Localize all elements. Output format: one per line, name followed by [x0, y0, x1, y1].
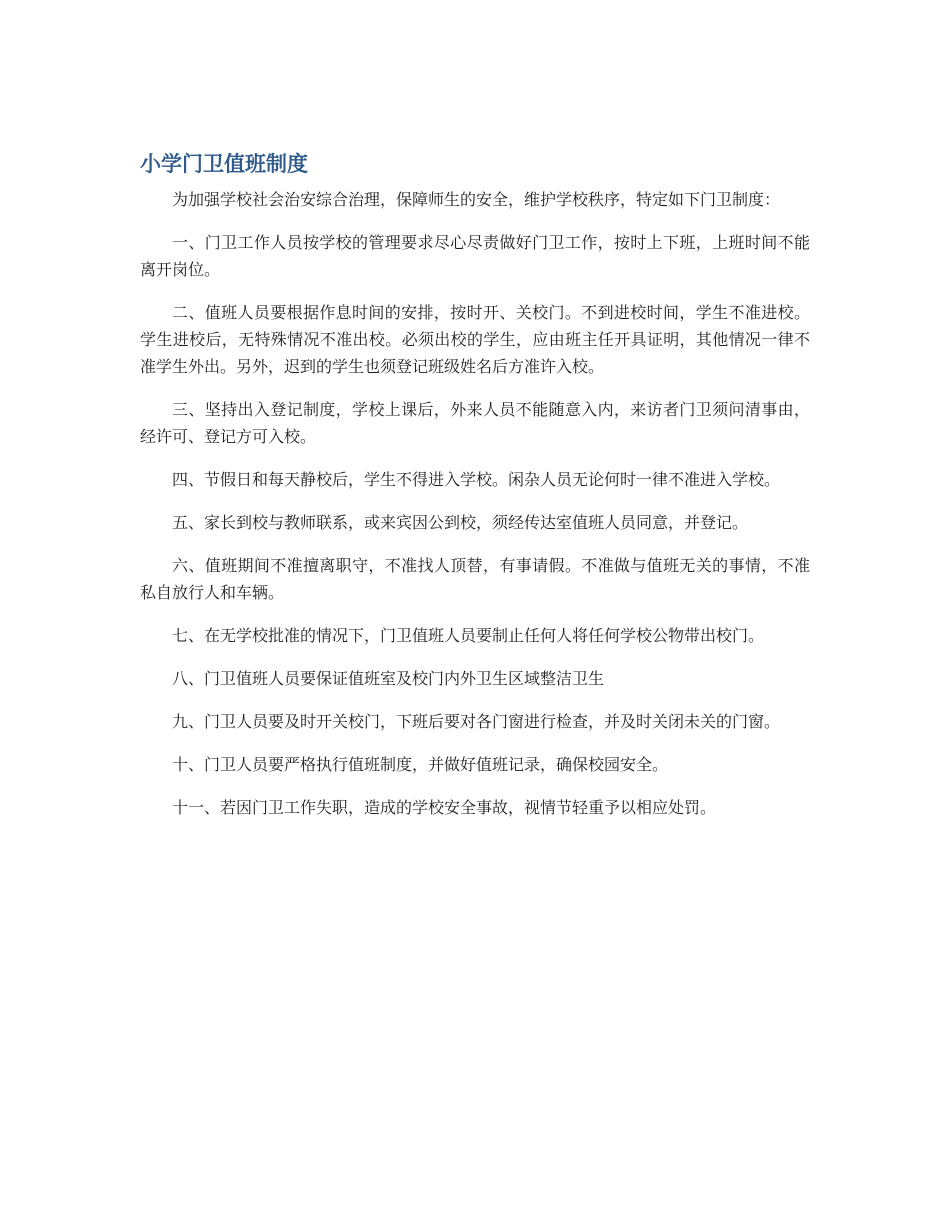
rule-item-7: 七、在无学校批准的情况下，门卫值班人员要制止任何人将任何学校公物带出校门。: [172, 626, 765, 645]
rule-item-8: 八、门卫值班人员要保证值班室及校门内外卫生区域整洁卫生: [172, 669, 605, 688]
rule-item-3: 三、坚持出入登记制度，学校上课后，外来人员不能随意入内，来访者门卫须问清事由，经许可、登记方可入校。: [140, 400, 810, 446]
rule-item-6: 六、值班期间不准擅离职守，不准找人顶替，有事请假。不准做与值班无关的事情，不准私自放行人和车辆。: [140, 556, 810, 602]
rule-item-4: 四、节假日和每天静校后，学生不得进入学校。闲杂人员无论何时一律不准进入学校。: [172, 470, 781, 489]
rule-item-5: 五、家长到校与教师联系，或来宾因公到校，须经传达室值班人员同意，并登记。: [172, 513, 749, 532]
rule-item-2: 二、值班人员要根据作息时间的安排，按时开、关校门。不到进校时间，学生不准进校。学生进校后，无特殊情况不准出校。必须出校的学生，应由班主任开具证明，其他情况一律不准学生外出。另外，迟到的学生也须登记班级姓名后方准许入校。: [140, 303, 810, 376]
rule-item-1: 一、门卫工作人员按学校的管理要求尽心尽责做好门卫工作，按时上下班，上班时间不能离开岗位。: [140, 233, 810, 279]
document-body: [140, 148, 810, 837]
document-title: 小学门卫值班制度: [140, 152, 308, 176]
rule-item-11: 十一、若因门卫工作失职，造成的学校安全事故，视情节轻重予以相应处罚。: [172, 798, 717, 817]
rule-item-9: 九、门卫人员要及时开关校门，下班后要对各门窗进行检查，并及时关闭未关的门窗。: [172, 712, 781, 731]
intro-paragraph: 为加强学校社会治安综合治理，保障师生的安全，维护学校秩序，特定如下门卫制度：: [172, 190, 781, 209]
rule-item-10: 十、门卫人员要严格执行值班制度，并做好值班记录，确保校园安全。: [172, 755, 669, 774]
